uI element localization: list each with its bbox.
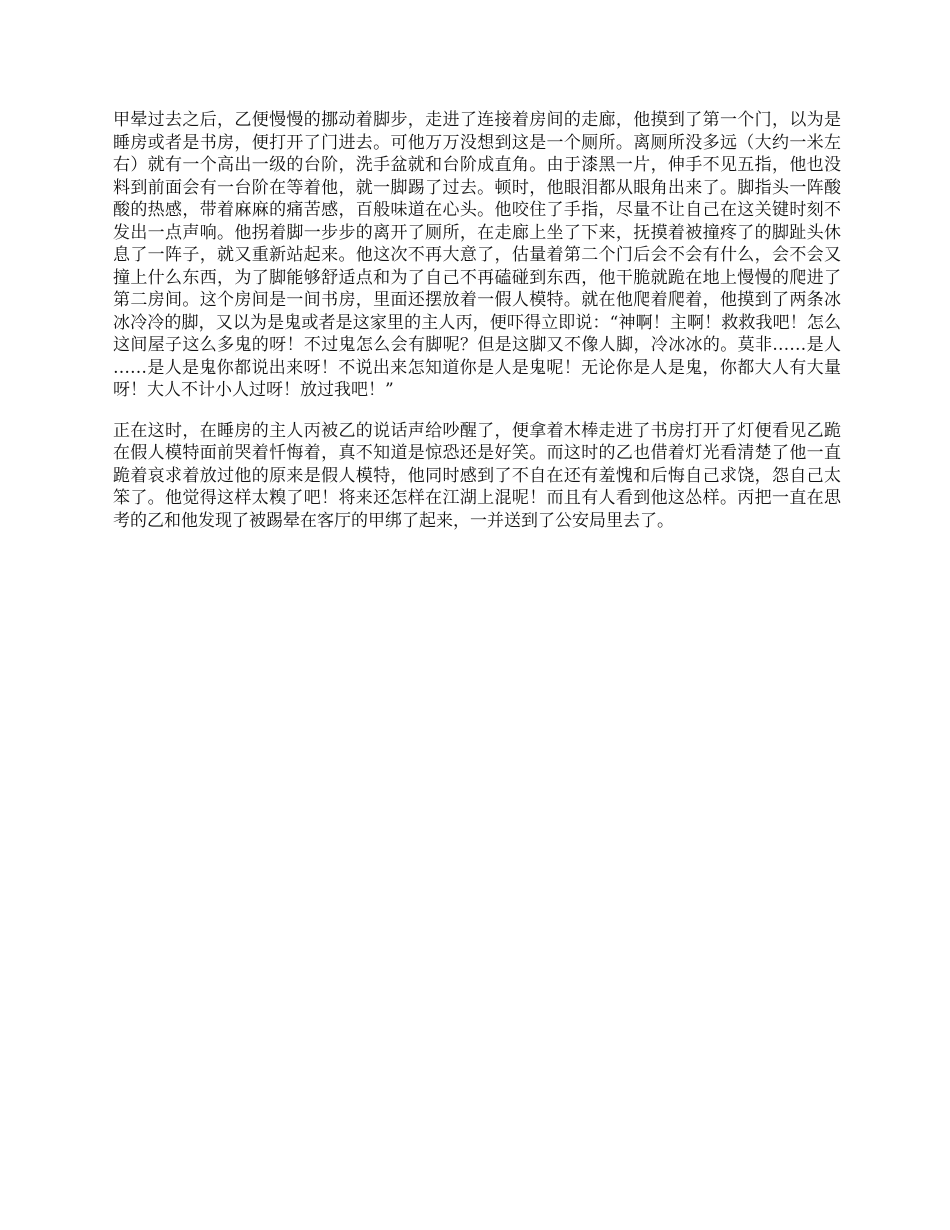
document-body	[113, 109, 841, 550]
paragraph-1: 甲晕过去之后，乙便慢慢的挪动着脚步，走进了连接着房间的走廊，他摸到了第一个门，以为是睡房或者是书房，便打开了门进去。可他万万没想到这是一个厕所。离厕所没多远（大约一米左右）就有一个高出一级的台阶，洗手盆就和台阶成直角。由于漆黑一片，伸手不见五指，他也没料到前面会有一台阶在等着他，就一脚踢了过去。顿时，他眼泪都从眼角出来了。脚指头一阵酸酸的热感，带着麻麻的痛苦感，百般味道在心头。他咬住了手指，尽量不让自己在这关键时刻不发出一点声响。他拐着脚一步步的离开了厕所，在走廊上坐了下来，抚摸着被撞疼了的脚趾头休息了一阵子，就又重新站起来。他这次不再大意了，估量着第二个门后会不会有什么，会不会又撞上什么东西，为了脚能够舒适点和为了自己不再磕碰到东西，他干脆就跪在地上慢慢的爬进了第二房间。这个房间是一间书房，里面还摆放着一假人模特。就在他爬着爬着，他摸到了两条冰冰冷冷的脚，又以为是鬼或者是这家里的主人丙，便吓得立即说：“神啊！主啊！救救我吧！怎么这间屋子这么多鬼的呀！不过鬼怎么会有脚呢？但是这脚又不像人脚，冷冰冰的。莫非……是人……是人是鬼你都说出来呀！不说出来怎知道你是人是鬼呢！无论你是人是鬼，你都大人有大量呀！大人不计小人过呀！放过我吧！”	[113, 110, 841, 400]
paragraph-2: 正在这时，在睡房的主人丙被乙的说话声给吵醒了，便拿着木棒走进了书房打开了灯便看见乙跪在假人模特面前哭着忏悔着，真不知道是惊恐还是好笑。而这时的乙也借着灯光看清楚了他一直跪着哀求着放过他的原来是假人模特，他同时感到了不自在还有羞愧和后悔自己求饶，怨自己太笨了。他觉得这样太糗了吧！将来还怎样在江湖上混呢！而且有人看到他这怂样。丙把一直在思考的乙和他发现了被踢晕在客厅的甲绑了起来，一并送到了公安局里去了。	[113, 420, 841, 531]
